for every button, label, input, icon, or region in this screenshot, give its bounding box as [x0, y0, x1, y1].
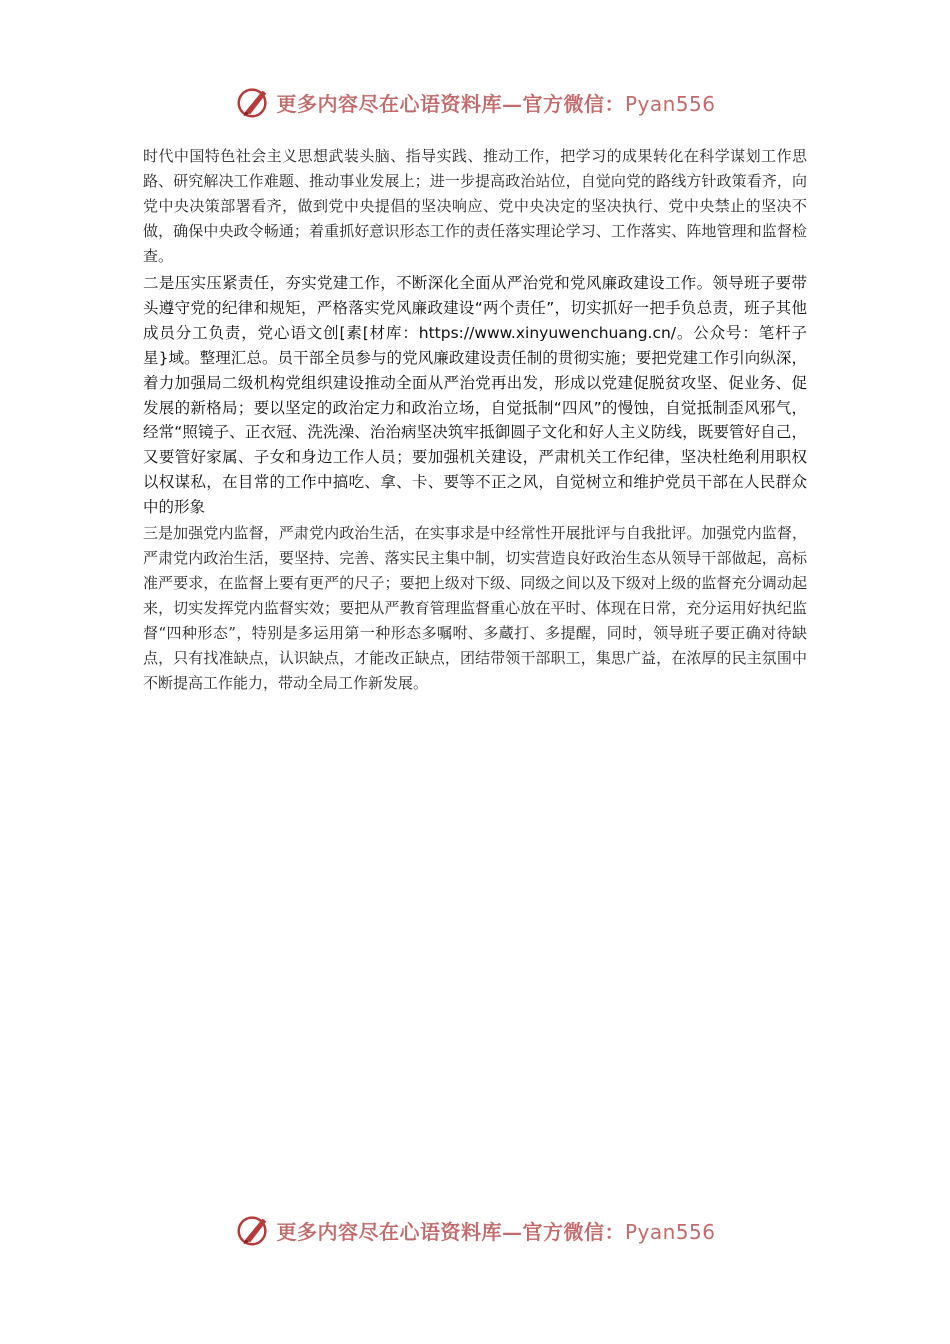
pen-circle-logo-icon [234, 1211, 272, 1249]
footer-banner [0, 1208, 950, 1252]
banner-handle: Pyan556 [624, 1219, 716, 1244]
pen-circle-logo-icon [234, 83, 272, 121]
banner-prefix: 更多内容尽在心语资料库—官方微信： [276, 1219, 625, 1244]
paragraph-3: 三是加强党内监督，严肃党内政治生活，在实事求是中经常性开展批评与自我批评。加强党内监督，严肃党内政治生活，要坚持、完善、落实民主集中制，切实营造良好政治生态从领导干部做起，高标准严要求，在监督上要有更严的尺子；要把上级对下级、同级之间以及下级对上级的监督充分调动起来，切实发挥党内监督实效；要把从严教育管理监督重心放在平时、体现在日常，充分运用好执纪监督“四种形态”，特别是多运用第一种形态多嘱咐、多蔵打、多提醒，同时，领导班子要正确对待缺点，只有找准缺点，认识缺点，才能改正缺点，团结带领干部职工，集思广益，在浓厚的民主氛围中不断提高工作能力，带动全局工作新发展。 [143, 524, 807, 693]
banner-text [276, 1216, 715, 1245]
document-body [143, 144, 807, 696]
paragraph-1: 时代中国特色社会主义思想武装头脑、指导实践、推动工作，把学习的成果转化在科学谋划工作思路、研究解决工作难题、推动事业发展上；进一步提高政治站位，自觉向党的路线方针政策看齐，向党中央决策部署看齐，做到党中央提倡的坚决响应、党中央决定的坚决执行、党中央禁止的坚决不做，确保中央政令畅通；着重抓好意识形态工作的责任落实理论学习、工作落实、阵地管理和监督检查。 [143, 147, 807, 265]
header-banner [0, 80, 950, 124]
paragraph-2: 二是压实压紧责任，夯实党建工作，不断深化全面从严治党和党风廉政建设工作。领导班子要带头遵守党的纪律和规矩，严格落实党风廉政建设“两个责任”，切实抓好一把手负总责，班子其他成员分工负责，党心语文创[素[材库：https://www.xinyuwenchuang.cn/。公众号：笔杆子星}域。整理汇总。员干部全员参与的党风廉政建设责任制的贯彻实施；要把党建工作引向纵深，着力加强局二级机构党组织建设推动全面从严治党再出发，形成以党建促脱贫攻坚、促业务、促发展的新格局；要以坚定的政治定力和政治立场，自觉抵制“四风”的慢蚀，自觉抵制歪风邪气，经常“照镜子、正衣冠、洗洗澡、治治病坚决筑牢抵御圆子文化和好人主义防线，既要管好自己，又要管好家属、子女和身边工作人员；要加强机关建设，严肃机关工作纪律，坚决杜绝利用职权以权谋私，在目常的工作中搞吃、拿、卡、要等不正之风，自觉树立和维护党员干部在人民群众中的形象 [143, 274, 807, 517]
banner-handle: Pyan556 [624, 91, 716, 116]
banner-text [276, 88, 715, 117]
banner-prefix: 更多内容尽在心语资料库—官方微信： [276, 91, 625, 116]
